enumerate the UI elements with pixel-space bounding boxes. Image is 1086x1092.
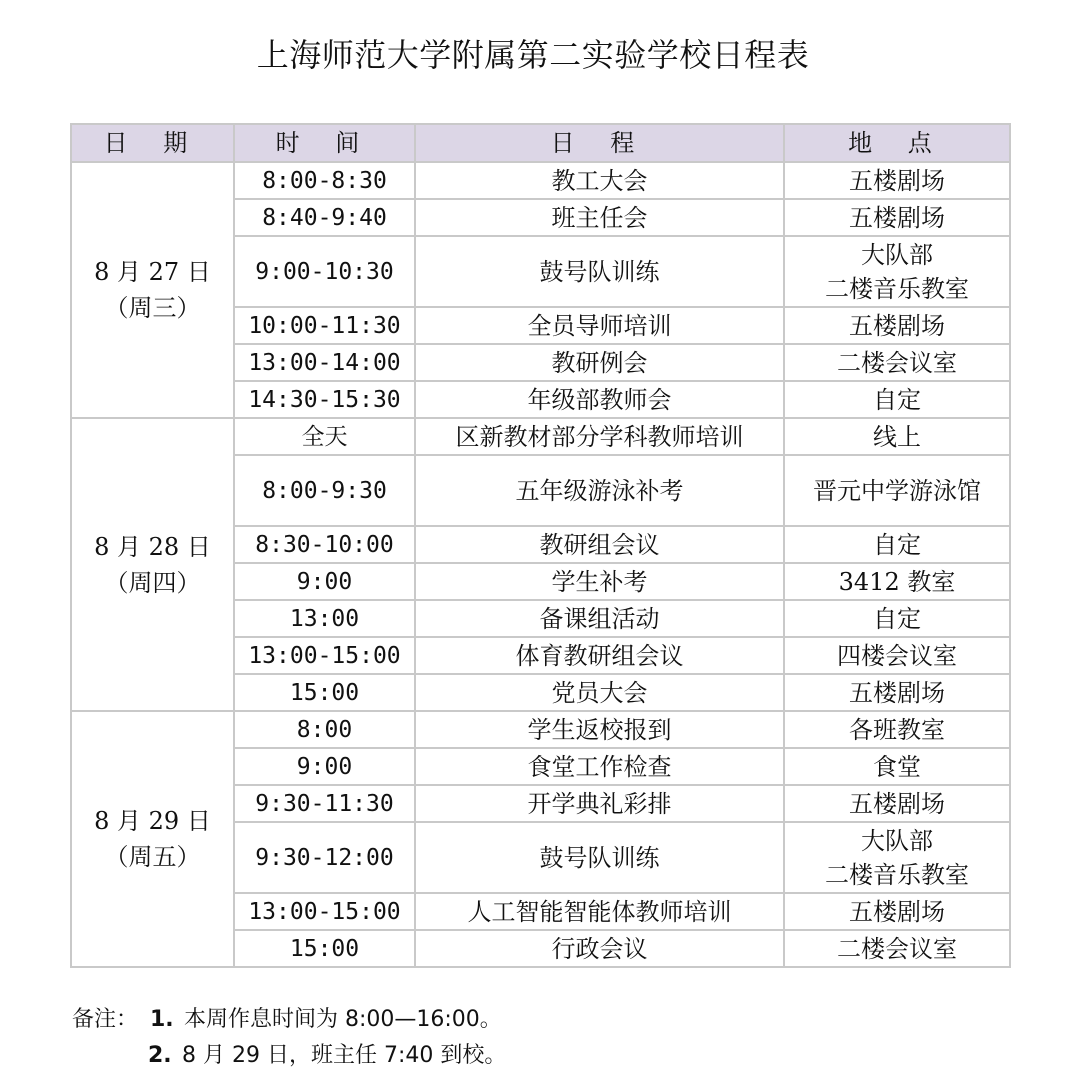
place-line: 自定	[873, 530, 921, 559]
place-cell	[784, 307, 1010, 344]
schedule-table	[70, 123, 1011, 968]
time-cell: 8:40-9:40	[234, 199, 415, 236]
place-cell	[784, 563, 1010, 600]
place-line: 大队部	[861, 240, 933, 269]
note-number: 2.	[148, 1043, 172, 1068]
time-cell: 9:00	[234, 563, 415, 600]
time-cell: 9:00	[234, 748, 415, 785]
schedule-body	[71, 162, 1010, 967]
event-cell: 教研组会议	[415, 526, 784, 563]
note-text: 本周作息时间为 8:00—16:00。	[184, 1007, 502, 1032]
place-cell	[784, 674, 1010, 711]
table-row	[71, 711, 1010, 748]
time-cell: 全天	[234, 418, 415, 455]
day-cell	[71, 418, 234, 711]
time-cell: 10:00-11:30	[234, 307, 415, 344]
place-line: 四楼会议室	[837, 641, 957, 670]
time-cell: 15:00	[234, 674, 415, 711]
time-cell: 9:30-11:30	[234, 785, 415, 822]
event-cell: 全员导师培训	[415, 307, 784, 344]
time-cell: 8:00-8:30	[234, 162, 415, 199]
place-line: 二楼会议室	[837, 934, 957, 963]
table-row	[71, 162, 1010, 199]
note-text: 8 月 29 日，班主任 7:40 到校。	[182, 1043, 507, 1068]
event-cell: 教工大会	[415, 162, 784, 199]
place-line: 自定	[873, 385, 921, 414]
place-line: 自定	[873, 604, 921, 633]
event-cell: 备课组活动	[415, 600, 784, 637]
place-line: 线上	[873, 422, 921, 451]
place-cell	[784, 236, 1010, 307]
time-cell: 8:00	[234, 711, 415, 748]
header-time: 时 间	[234, 124, 415, 162]
place-line: 五楼剧场	[849, 897, 945, 926]
place-cell	[784, 822, 1010, 893]
place-cell	[784, 711, 1010, 748]
day-weekday: （周四）	[104, 568, 201, 597]
day-cell	[71, 162, 234, 418]
time-cell: 8:30-10:00	[234, 526, 415, 563]
place-line: 五楼剧场	[849, 789, 945, 818]
header-event: 日 程	[415, 124, 784, 162]
note-item	[72, 1002, 506, 1038]
day-date: 8 月 29 日	[94, 807, 211, 835]
place-line: 五楼剧场	[849, 166, 945, 195]
place-line: 五楼剧场	[849, 311, 945, 340]
note-item	[72, 1038, 506, 1074]
place-cell	[784, 930, 1010, 967]
place-cell	[784, 637, 1010, 674]
place-line: 各班教室	[849, 715, 945, 744]
notes-label: 备注：	[72, 1007, 139, 1032]
time-cell: 13:00	[234, 600, 415, 637]
header-date: 日 期	[71, 124, 234, 162]
event-cell: 学生返校报到	[415, 711, 784, 748]
table-row	[71, 418, 1010, 455]
place-line: 五楼剧场	[849, 678, 945, 707]
event-cell: 人工智能智能体教师培训	[415, 893, 784, 930]
place-line: 五楼剧场	[849, 203, 945, 232]
event-cell: 体育教研组会议	[415, 637, 784, 674]
time-cell: 13:00-15:00	[234, 893, 415, 930]
event-cell: 区新教材部分学科教师培训	[415, 418, 784, 455]
event-cell: 鼓号队训练	[415, 236, 784, 307]
time-cell: 14:30-15:30	[234, 381, 415, 418]
time-cell: 9:30-12:00	[234, 822, 415, 893]
time-cell: 15:00	[234, 930, 415, 967]
place-cell	[784, 199, 1010, 236]
header-row	[71, 124, 1010, 162]
place-cell	[784, 526, 1010, 563]
place-cell	[784, 748, 1010, 785]
place-cell	[784, 381, 1010, 418]
event-cell: 教研例会	[415, 344, 784, 381]
place-cell	[784, 344, 1010, 381]
day-date: 8 月 28 日	[94, 532, 211, 561]
place-line: 二楼音乐教室	[825, 860, 969, 889]
time-cell: 9:00-10:30	[234, 236, 415, 307]
day-weekday: （周五）	[104, 843, 201, 871]
header-place: 地 点	[784, 124, 1010, 162]
place-cell	[784, 455, 1010, 526]
place-line: 食堂	[873, 752, 921, 781]
day-weekday: （周三）	[104, 294, 201, 322]
event-cell: 年级部教师会	[415, 381, 784, 418]
place-line: 晋元中学游泳馆	[813, 476, 981, 505]
event-cell: 食堂工作检查	[415, 748, 784, 785]
event-cell: 五年级游泳补考	[415, 455, 784, 526]
place-line: 二楼会议室	[837, 348, 957, 377]
event-cell: 学生补考	[415, 563, 784, 600]
event-cell: 开学典礼彩排	[415, 785, 784, 822]
event-cell: 鼓号队训练	[415, 822, 784, 893]
day-date: 8 月 27 日	[94, 258, 211, 286]
place-cell	[784, 785, 1010, 822]
place-line: 3412 教室	[838, 567, 956, 596]
day-cell	[71, 711, 234, 967]
note-number: 1.	[150, 1007, 174, 1032]
place-line: 二楼音乐教室	[825, 274, 969, 303]
event-cell: 党员大会	[415, 674, 784, 711]
place-cell	[784, 162, 1010, 199]
page-title: 上海师范大学附属第二实验学校日程表	[256, 36, 810, 74]
time-cell: 13:00-15:00	[234, 637, 415, 674]
place-cell	[784, 600, 1010, 637]
time-cell: 13:00-14:00	[234, 344, 415, 381]
notes	[72, 1002, 506, 1074]
event-cell: 班主任会	[415, 199, 784, 236]
place-cell	[784, 893, 1010, 930]
event-cell: 行政会议	[415, 930, 784, 967]
time-cell: 8:00-9:30	[234, 455, 415, 526]
place-cell	[784, 418, 1010, 455]
place-line: 大队部	[861, 826, 933, 855]
